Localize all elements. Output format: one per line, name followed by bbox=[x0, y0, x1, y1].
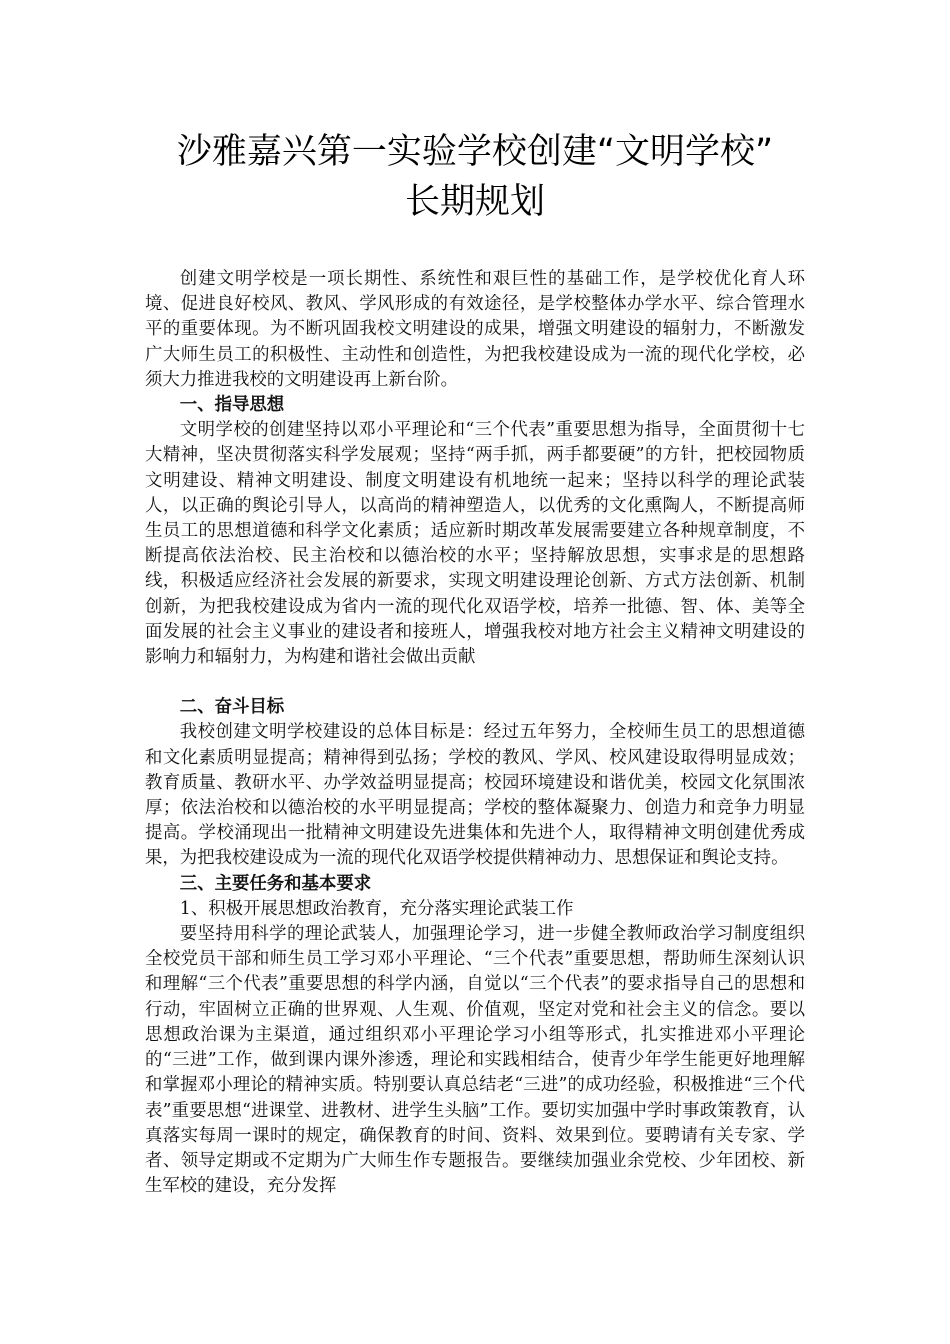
section-heading-goals: 二、奋斗目标 bbox=[179, 697, 285, 718]
intro-paragraph: 创建文明学校是一项长期性、系统性和艰巨性的基础工作，是学校优化育人环境、促进良好校风、教风、学风形成的有效途径，是学校整体办学水平、综合管理水平的重要体现。为不断巩固我校文明建设的成果，增强文明建设的辐射力，不断激发广大师生员工的积极性、主动性和创造性，为把我校建设成为一流的现代化学校，必须大力推进我校的文明建设再上新台阶。 bbox=[145, 269, 805, 390]
document-body bbox=[145, 267, 805, 1199]
section-paragraph-goals: 我校创建文明学校建设的总体目标是：经过五年努力，全校师生员工的思想道德和文化素质明显提高；精神得到弘扬；学校的教风、学风、校风建设取得明显成效；教育质量、教研水平、办学效益明显提高；校园环境建设和谐优美，校园文化氛围浓厚；依法治校和以德治校的水平明显提高；学校的整体凝聚力、创造力和竞争力明显提高。学校涌现出一批精神文明建设先进集体和先进个人，取得精神文明创建优秀成果，为把我校建设成为一流的现代化双语学校提供精神动力、思想保证和舆论支持。 bbox=[145, 722, 805, 869]
section-spacer bbox=[145, 670, 805, 695]
section-subheading-tasks: 1、积极开展思想政治教育，充分落实理论武装工作 bbox=[179, 898, 574, 919]
section-paragraph-guiding-thought: 文明学校的创建坚持以邓小平理论和“三个代表”重要思想为指导，全面贯彻十七大精神，坚决贯彻落实科学发展观；坚持“两手抓，两手都要硬”的方针，把校园物质文明建设、精神文明建设、制度文明建设有机地统一起来；坚持以科学的理论武装人，以正确的舆论引导人，以高尚的精神塑造人，以优秀的文化熏陶人，不断提高师生员工的思想道德和科学文化素质；适应新时期改革发展需要建立各种规章制度，不断提高依法治校、民主治校和以德治校的水平；坚持解放思想，实事求是的思想路线，积极适应经济社会发展的新要求，实现文明建设理论创新、方式方法创新、机制创新，为把我校建设成为省内一流的现代化双语学校，培养一批德、智、体、美等全面发展的社会主义事业的建设者和接班人，增强我校对地方社会主义精神文明建设的影响力和辐射力，为构建和谐社会做出贡献 bbox=[145, 420, 805, 668]
section-heading-guiding-thought: 一、指导思想 bbox=[179, 395, 285, 416]
section-heading-tasks: 三、主要任务和基本要求 bbox=[179, 873, 372, 894]
document-title-line1: 沙雅嘉兴第一实验学校创建“文明学校” bbox=[176, 132, 774, 172]
document-title-line2: 长期规划 bbox=[404, 182, 545, 222]
section-paragraph-tasks: 要坚持用科学的理论武装人，加强理论学习，进一步健全教师政治学习制度组织全校党员干部和师生员工学习邓小平理论、“三个代表”重要思想，帮助师生深刻认识和理解“三个代表”重要思想的科学内涵，自觉以“三个代表”的要求指导自己的思想和行动，牢固树立正确的世界观、人生观、价值观，坚定对党和社会主义的信念。要以思想政治课为主渠道，通过组织邓小平理论学习小组等形式，扎实推进邓小平理论的“三进”工作，做到课内课外渗透，理论和实践相结合，使青少年学生能更好地理解和掌握邓小理论的精神实质。特别要认真总结老“三进”的成功经验，积极推进“三个代表”重要思想“进课堂、进教材、进学生头脑”工作。要切实加强中学时事政策教育，认真落实每周一课时的规定，确保教育的时间、资料、效果到位。要聘请有关专家、学者、领导定期或不定期为广大师生作专题报告。要继续加强业余党校、少年团校、新生军校的建设，充分发挥 bbox=[145, 924, 805, 1197]
